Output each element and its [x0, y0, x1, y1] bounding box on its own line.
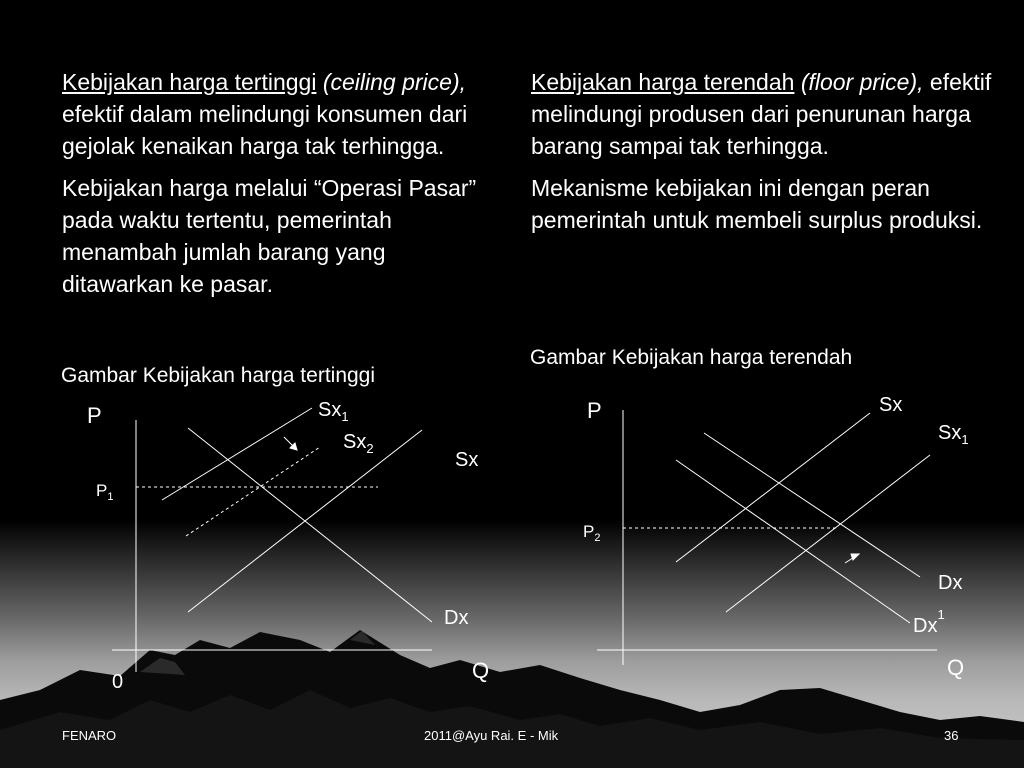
right-paragraph-2: Mekanisme kebijakan ini dengan peran pemerintah untuk membeli surplus produksi.	[531, 175, 983, 233]
left-price-label-p1: $P_1$	[96, 481, 114, 503]
left-paragraph-2: Kebijakan harga melalui “Operasi Pasar” pada waktu tertentu, pemerintah menambah jumlah barang yang ditawarkan ke pasar.	[62, 175, 477, 297]
left-axis-label-p: P	[87, 403, 102, 428]
right-label-dx: Dx	[938, 572, 963, 594]
right-label-dx1: Dx$^1$	[913, 607, 945, 637]
left-axis-label-q: Q	[472, 658, 490, 683]
left-supply-line-sx1	[162, 408, 312, 500]
ceiling-heading: Kebijakan harga tertinggi	[62, 69, 317, 95]
footer-center: 2011@Ayu Rai. E - Mik	[424, 728, 559, 743]
floor-heading: Kebijakan harga terendah	[531, 69, 795, 95]
right-demand-line-dx1	[676, 460, 910, 623]
right-shift-arrowhead	[851, 554, 859, 560]
floor-price-diagram	[597, 410, 937, 665]
right-label-sx1: $Sx_1$	[938, 422, 969, 447]
left-demand-line-dx	[188, 428, 432, 622]
floor-description: efektif melindungi produsen dari penurunan harga barang sampai tak terhingga.	[531, 69, 992, 159]
left-supply-line-sx2	[186, 447, 320, 536]
right-supply-line-sx	[676, 413, 870, 562]
right-diagram-caption: Gambar Kebijakan harga terendah	[530, 346, 853, 369]
right-label-sx: Sx	[879, 394, 903, 416]
ceiling-price-diagram	[112, 408, 432, 672]
ceiling-term: (ceiling price),	[322, 69, 466, 95]
left-label-sx1: $Sx_1$	[318, 399, 349, 424]
right-axis-label-q: Q	[947, 655, 965, 680]
right-axis-label-p: P	[587, 398, 602, 423]
left-diagram-caption: Gambar Kebijakan harga tertinggi	[61, 364, 376, 387]
left-label-sx: Sx	[455, 449, 479, 471]
ceiling-description: efektif dalam melindungi konsumen dari gejolak kenaikan harga tak terhingga.	[62, 101, 468, 159]
left-label-sx2: $Sx_2$	[343, 431, 374, 456]
left-origin-label: 0	[112, 671, 124, 693]
right-supply-line-sx1	[726, 455, 930, 612]
right-demand-line-dx	[704, 433, 920, 577]
right-price-label-p2: $P_2$	[583, 522, 601, 544]
footer-left: FENARO	[62, 728, 117, 743]
left-label-dx: Dx	[444, 607, 469, 629]
footer-page-number: 36	[944, 728, 959, 743]
floor-term: (floor price),	[800, 69, 924, 95]
left-supply-line-sx	[188, 430, 422, 612]
